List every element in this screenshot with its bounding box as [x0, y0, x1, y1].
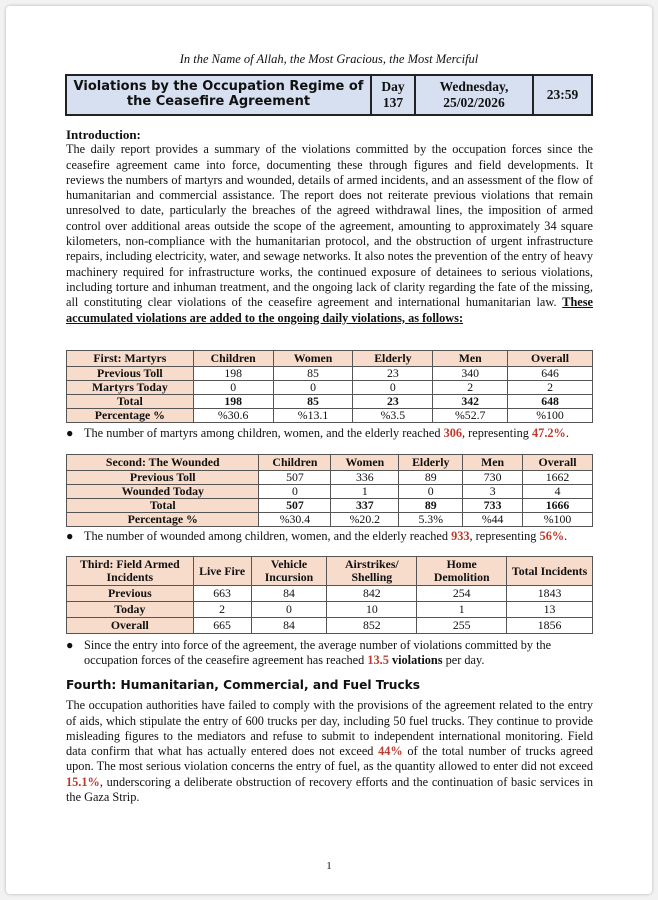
- column-header: Women: [273, 351, 353, 367]
- row-label: Previous: [67, 586, 194, 602]
- column-header: Women: [331, 455, 399, 471]
- column-header: Live Fire: [193, 557, 251, 586]
- row-label: Total: [67, 499, 259, 513]
- table-cell: 337: [331, 499, 399, 513]
- table-cell: 0: [259, 485, 331, 499]
- table-row: [67, 586, 593, 602]
- column-header: Children: [193, 351, 273, 367]
- table-row: [67, 367, 593, 381]
- table-cell: 507: [259, 499, 331, 513]
- table-cell: 648: [508, 395, 593, 409]
- incidents-note: [66, 638, 593, 668]
- table-cell: 1666: [523, 499, 593, 513]
- table-cell: %20.2: [331, 513, 399, 527]
- table-cell: 0: [193, 381, 273, 395]
- table-row: [67, 499, 593, 513]
- intro-heading: Introduction:: [66, 127, 141, 142]
- column-header: Home Demolition: [417, 557, 507, 586]
- weekday: Wednesday,: [439, 79, 509, 95]
- table-cell: 2: [433, 381, 508, 395]
- trucks-pct-total: 44%: [378, 744, 403, 759]
- martyrs-note-value: 306: [443, 426, 463, 440]
- column-header: Second: The Wounded: [67, 455, 259, 471]
- column-header: Men: [463, 455, 523, 471]
- martyrs-table: [66, 350, 593, 423]
- bullet-icon: ●: [66, 426, 74, 440]
- martyrs-note-pct: 47.2%: [532, 426, 566, 440]
- table-row: [67, 602, 593, 618]
- row-label: Previous Toll: [67, 367, 194, 381]
- column-header: Third: Field Armed Incidents: [67, 557, 194, 586]
- table-row: [67, 618, 593, 634]
- table-cell: 1843: [507, 586, 593, 602]
- table-cell: 0: [251, 602, 327, 618]
- table-cell: %30.6: [193, 409, 273, 423]
- trucks-body-3: , underscoring a deliberate obstruction of recovery efforts and the continuation of basic services in the Gaza Strip.: [66, 774, 593, 805]
- incidents-note-end: per day.: [445, 653, 485, 667]
- row-label: Previous Toll: [67, 471, 259, 485]
- trucks-heading: Fourth: Humanitarian, Commercial, and Fuel Trucks: [66, 678, 421, 692]
- table-cell: 4: [523, 485, 593, 499]
- wounded-note: [66, 529, 593, 544]
- table-cell: 5.3%: [399, 513, 463, 527]
- table-cell: 10: [327, 602, 417, 618]
- report-time: 23:59: [533, 75, 592, 115]
- table-cell: %13.1: [273, 409, 353, 423]
- day-label: Day: [381, 79, 405, 95]
- table-cell: 198: [193, 367, 273, 381]
- row-label: Overall: [67, 618, 194, 634]
- table-cell: %30.4: [259, 513, 331, 527]
- table-cell: 198: [193, 395, 273, 409]
- table-cell: 3: [463, 485, 523, 499]
- table-cell: 646: [508, 367, 593, 381]
- table-cell: 13: [507, 602, 593, 618]
- table-cell: %3.5: [353, 409, 433, 423]
- table-cell: 852: [327, 618, 417, 634]
- table-cell: 23: [353, 395, 433, 409]
- table-cell: 85: [273, 367, 353, 381]
- martyrs-note-mid: , representing: [462, 426, 529, 440]
- intro-emphasis: These accumulated violations are added to the ongoing daily violations, as follows:: [66, 295, 593, 325]
- table-cell: 0: [353, 381, 433, 395]
- page-number: 1: [326, 860, 332, 872]
- table-cell: %44: [463, 513, 523, 527]
- day-number: 137: [382, 95, 404, 110]
- table-cell: 1: [417, 602, 507, 618]
- column-header: Elderly: [353, 351, 433, 367]
- table-row: [67, 471, 593, 485]
- table-row: [67, 409, 593, 423]
- incidents-note-text: Since the entry into force of the agreement, the average number of violations committed by the occupation forces of the ceasefire agreement has reached: [84, 638, 552, 667]
- table-cell: 89: [399, 499, 463, 513]
- table-row: [67, 485, 593, 499]
- column-header: Vehicle Incursion: [251, 557, 327, 586]
- table-cell: 733: [463, 499, 523, 513]
- wounded-note-text: The number of wounded among children, women, and the elderly reached: [84, 529, 448, 543]
- column-header: Overall: [508, 351, 593, 367]
- trucks-body-1: The occupation authorities have failed to comply with the provisions of the agreement related to the entry of aids, which stipulate the entry of 600 trucks per day, including 50 fuel trucks. They continue to provide misleading figures to the mediators and refuse to submit to independent international monitoring. Field data confirm that what has actually entered does not exceed: [66, 698, 593, 759]
- row-label: Martyrs Today: [67, 381, 194, 395]
- table-cell: 507: [259, 471, 331, 485]
- row-label: Today: [67, 602, 194, 618]
- trucks-body-2: of the total number of trucks agreed upon. The most serious violation concerns the entry of fuel, as the quantity allowed to enter did not exceed: [66, 744, 594, 774]
- column-header: Elderly: [399, 455, 463, 471]
- martyrs-note-text: The number of martyrs among children, women, and the elderly reached: [84, 426, 441, 440]
- table-cell: 2: [508, 381, 593, 395]
- table-row: [67, 395, 593, 409]
- table-row: [67, 381, 593, 395]
- table-cell: %100: [523, 513, 593, 527]
- table-cell: 340: [433, 367, 508, 381]
- table-cell: 254: [417, 586, 507, 602]
- wounded-note-value: 933: [451, 529, 470, 543]
- bullet-icon: ●: [66, 529, 74, 543]
- table-header-row: [67, 351, 593, 367]
- table-cell: 665: [193, 618, 251, 634]
- table-cell: 342: [433, 395, 508, 409]
- bismillah-line: In the Name of Allah, the Most Gracious, the Most Merciful: [179, 52, 479, 66]
- table-cell: %52.7: [433, 409, 508, 423]
- column-header: Airstrikes/ Shelling: [327, 557, 417, 586]
- table-header-row: [67, 557, 593, 586]
- table-cell: 842: [327, 586, 417, 602]
- table-cell: 85: [273, 395, 353, 409]
- report-header: [65, 74, 593, 116]
- table-cell: 1662: [523, 471, 593, 485]
- introduction-section: [66, 127, 593, 326]
- table-cell: 0: [273, 381, 353, 395]
- table-cell: 663: [193, 586, 251, 602]
- table-cell: %100: [508, 409, 593, 423]
- wounded-table: [66, 454, 593, 527]
- table-cell: 1: [331, 485, 399, 499]
- intro-body: The daily report provides a summary of the violations committed by the occupation forces since the ceasefire agreement came into force, documenting these through figures and field developments. It reviews the numbers of martyrs and wounded, details of armed incidents, and an assessment of the flow of humanitarian and commercial assistance. The report does not reiterate previous violations that remain unresolved to date, particularly the breaches of the agreed withdrawal lines, the imposition of armed control over additional areas outside the scope of the agreement, amounting to approximately 34 square kilometers, non-compliance with the humanitarian protocol, and the obstruction of urgent infrastructure repairs, including electricity, water, and sewage networks. It also notes the prevention of the entry of heavy machinery required for infrastructure works, the continued exposure of detainees to serious violations, including torture and inhuman treatment, and the ongoing lack of clarity regarding the fate of the missing, all constituting clear violations of the ceasefire agreement and international humanitarian law.: [66, 142, 593, 310]
- table-cell: 84: [251, 586, 327, 602]
- table-cell: 0: [399, 485, 463, 499]
- column-header: Children: [259, 455, 331, 471]
- incidents-note-bold: violations: [391, 653, 443, 667]
- column-header: Overall: [523, 455, 593, 471]
- trucks-pct-fuel: 15.1%: [66, 774, 100, 789]
- date-cell: [415, 75, 533, 115]
- report-title: Violations by the Occupation Regime of the Ceasefire Agreement: [66, 75, 371, 115]
- row-label: Percentage %: [67, 513, 259, 527]
- bullet-icon: ●: [66, 638, 74, 652]
- martyrs-note-end: .: [565, 426, 569, 440]
- wounded-note-mid: , representing: [469, 529, 537, 543]
- wounded-note-pct: 56%: [539, 529, 565, 543]
- table-cell: 89: [399, 471, 463, 485]
- row-label: Total: [67, 395, 194, 409]
- trucks-section: [66, 678, 593, 805]
- table-cell: 84: [251, 618, 327, 634]
- report-date: 25/02/2026: [443, 95, 505, 110]
- martyrs-note: [66, 426, 593, 441]
- table-cell: 730: [463, 471, 523, 485]
- table-cell: 255: [417, 618, 507, 634]
- table-cell: 23: [353, 367, 433, 381]
- column-header: Total Incidents: [507, 557, 593, 586]
- column-header: Men: [433, 351, 508, 367]
- table-cell: 2: [193, 602, 251, 618]
- day-cell: [371, 75, 415, 115]
- table-header-row: [67, 455, 593, 471]
- incidents-table: [66, 556, 593, 634]
- incidents-note-value: 13.5: [367, 653, 389, 667]
- table-cell: 336: [331, 471, 399, 485]
- table-cell: 1856: [507, 618, 593, 634]
- column-header: First: Martyrs: [67, 351, 194, 367]
- table-row: [67, 513, 593, 527]
- row-label: Wounded Today: [67, 485, 259, 499]
- row-label: Percentage %: [67, 409, 194, 423]
- wounded-note-end: .: [564, 529, 568, 543]
